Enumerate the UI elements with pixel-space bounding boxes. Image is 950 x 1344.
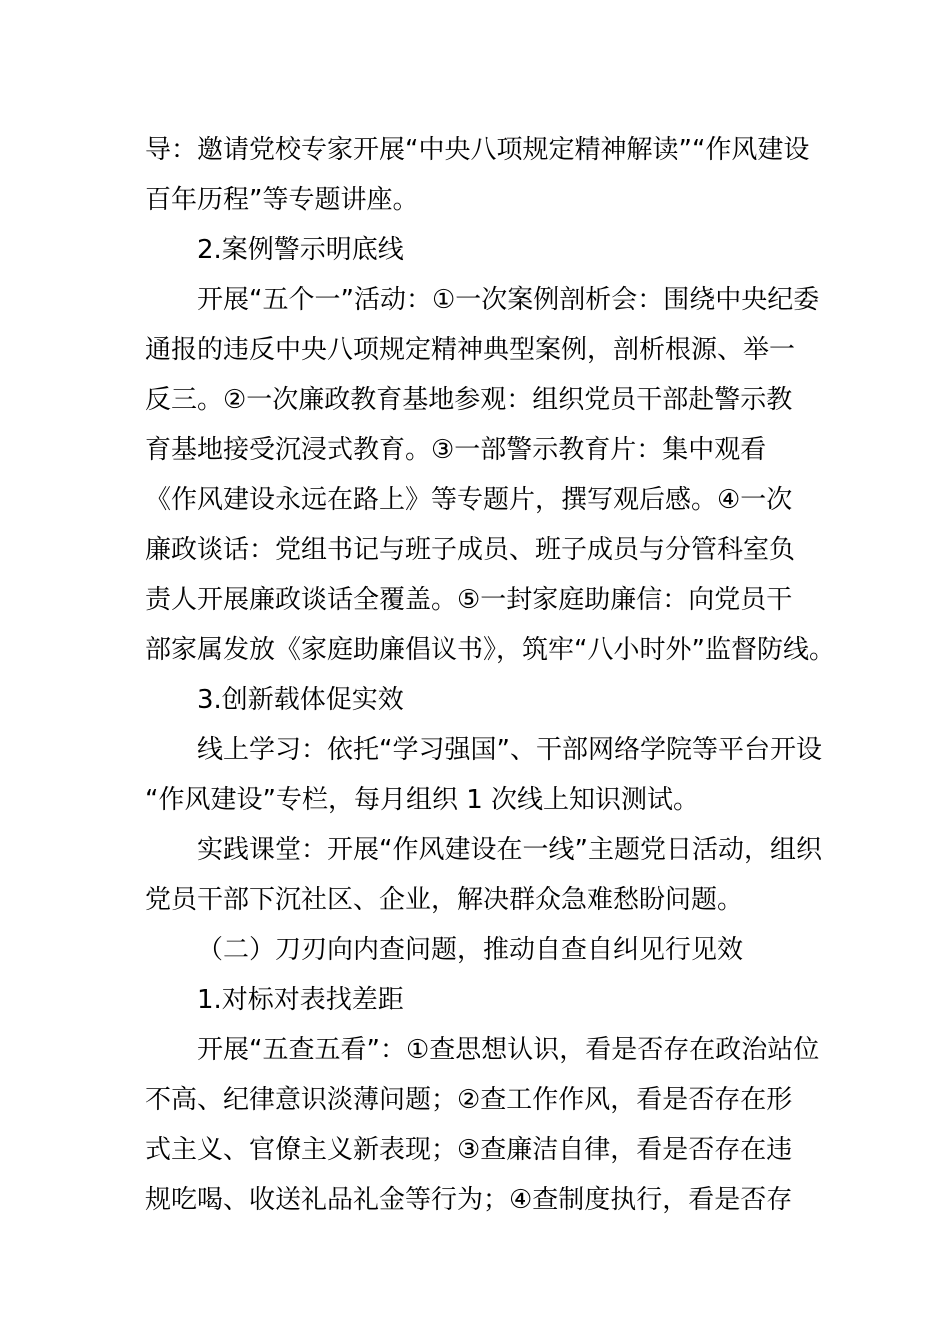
text-line-10: 责人开展廉政谈话全覆盖。⑤一封家庭助廉信：向党员干 (145, 585, 793, 615)
text-line-15: 实践课堂：开展“作风建设在一线”主题党日活动，组织 (197, 835, 822, 865)
text-line-19: 开展“五查五看”：①查思想认识，看是否存在政治站位 (197, 1035, 820, 1065)
section-heading-2: 2.案例警示明底线 (197, 235, 404, 265)
text-line-2: 百年历程”等专题讲座。 (145, 185, 419, 215)
text-line-1: 导：邀请党校专家开展“中央八项规定精神解读”“作风建设 (145, 135, 810, 165)
text-line-22: 规吃喝、收送礼品礼金等行为；④查制度执行，看是否存 (145, 1185, 793, 1215)
text-line-13: 线上学习：依托“学习强国”、干部网络学院等平台开设 (197, 735, 822, 765)
section-heading-part-2: （二）刀刃向内查问题，推动自查自纠见行见效 (197, 935, 744, 965)
text-line-5: 通报的违反中央八项规定精神典型案例，剖析根源、举一 (145, 335, 796, 365)
text-line-16: 党员干部下沉社区、企业，解决群众急难愁盼问题。 (145, 885, 744, 915)
text-line-4: 开展“五个一”活动：①一次案例剖析会：围绕中央纪委 (197, 285, 820, 315)
text-line-8: 《作风建设永远在路上》等专题片，撰写观后感。④一次 (145, 485, 793, 515)
text-line-6: 反三。②一次廉政教育基地参观：组织党员干部赴警示教 (145, 385, 793, 415)
text-line-14: “作风建设”专栏，每月组织 1 次线上知识测试。 (145, 785, 700, 815)
text-line-21: 式主义、官僚主义新表现；③查廉洁自律，看是否存在违 (145, 1135, 793, 1165)
section-heading-1: 1.对标对表找差距 (197, 985, 404, 1015)
text-line-9: 廉政谈话：党组书记与班子成员、班子成员与分管科室负 (145, 535, 796, 565)
text-line-7: 育基地接受沉浸式教育。③一部警示教育片：集中观看 (145, 435, 767, 465)
text-line-11: 部家属发放《家庭助廉倡议书》，筑牢“八小时外”监督防线。 (145, 635, 835, 665)
text-line-20: 不高、纪律意识淡薄问题；②查工作作风，看是否存在形 (145, 1085, 793, 1115)
section-heading-3: 3.创新载体促实效 (197, 685, 404, 715)
